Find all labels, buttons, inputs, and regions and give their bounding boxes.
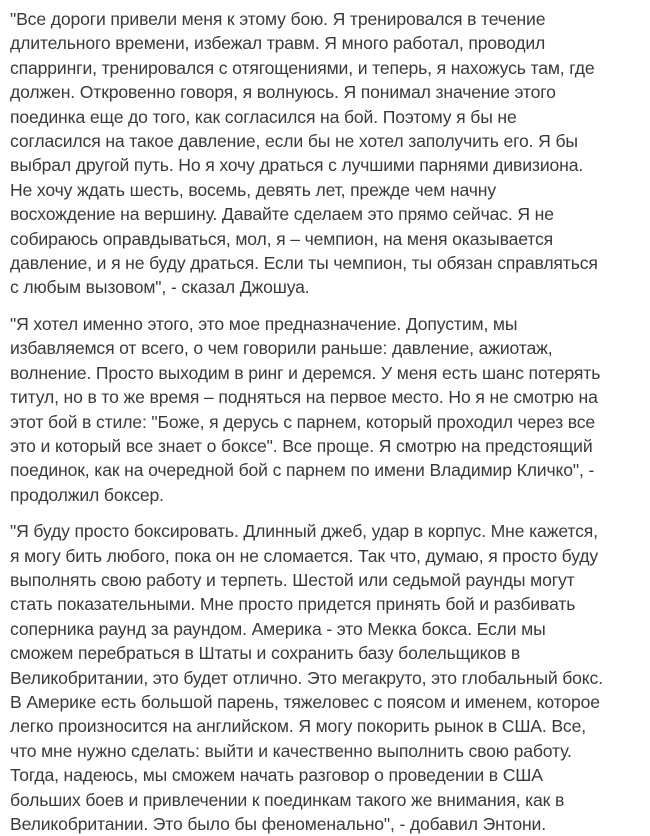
text-line: поединок, как на очередной бой с парнем по имени Владимир Кличко", - [10, 460, 595, 481]
text-line: согласился на такое давление, если бы не хотел заполучить его. Я бы [10, 131, 578, 152]
text-line: должен. Откровенно говоря, я волнуюсь. Я понимал значение этого [10, 82, 556, 103]
text-line: что мне нужно сделать: выйти и качественно выполнить свою работу. [10, 740, 572, 761]
text-line: этот бой в стиле: "Боже, я дерусь с парнем, который проходил через все [10, 411, 596, 432]
text-line: собираюсь оправдываться, мол, я – чемпион, на меня оказывается [10, 228, 554, 249]
text-line: это и который все знает о боксе". Все проще. Я смотрю на предстоящий [10, 435, 593, 456]
paragraph-joshua-quote [10, 7, 640, 300]
text-line: стать показательными. Мне просто придется принять бой и разбивать [10, 594, 576, 615]
text-line: сможем перебраться в Штаты и сохранить базу болельщиков в [10, 643, 521, 664]
text-line: Великобритании, это будет отлично. Это мегакруто, это глобальный бокс. [10, 667, 603, 688]
text-line: "Я хотел именно этого, это мое предназначение. Допустим, мы [10, 313, 518, 334]
text-line: В Америке есть большой парень, тяжеловес с поясом и именем, которое [10, 691, 600, 712]
text-line: Тогда, надеюсь, мы сможем начать разговор о проведении в США [10, 765, 543, 786]
text-line: спарринги, тренировался с отягощениями, и теперь, я нахожусь там, где [10, 57, 595, 78]
text-line: Не хочу ждать шесть, восемь, девять лет, прежде чем начну [10, 179, 496, 200]
text-line: волнение. Просто выходим в ринг и деремся. У меня есть шанс потерять [10, 362, 601, 383]
text-line: я могу бить любого, пока он не сломается. Так что, думаю, я просто буду [10, 545, 599, 566]
text-line: давление, и я не буду драться. Если ты чемпион, ты обязан справляться [10, 253, 598, 274]
text-line: длительного времени, избежал травм. Я много работал, проводил [10, 33, 546, 54]
text-line: "Все дороги привели меня к этому бою. Я тренировался в течение [10, 9, 546, 29]
text-line: восхождение на вершину. Давайте сделаем это прямо сейчас. Я не [10, 204, 554, 225]
text-line: продолжил боксер. [10, 484, 164, 505]
text-line: титул, но в то же время – подняться на первое место. Но я не смотрю на [10, 387, 598, 408]
text-line: избавляемся от всего, о чем говорили раньше: давление, ажиотаж, [10, 338, 553, 359]
text-line: Великобритании. Это было бы феноменально", - добавил Энтони. [10, 814, 546, 834]
paragraph-boxer-continued-quote [10, 312, 640, 507]
text-line: с любым вызовом", - сказал Джошуа. [10, 277, 310, 298]
text-line: легко произносится на английском. Я могу покорить рынок в США. Все, [10, 716, 586, 737]
paragraph-anthony-quote [10, 519, 640, 836]
text-line: поединка еще до того, как согласился на бой. Поэтому я бы не [10, 106, 517, 127]
text-line: соперника раунд за раундом. Америка - это Мекка бокса. Если мы [10, 618, 546, 639]
text-line: "Я буду просто боксировать. Длинный джеб, удар в корпус. Мне кажется, [10, 521, 598, 542]
text-line: больших боев и привлечении к поединкам такого же внимания, как в [10, 789, 565, 810]
text-line: выбрал другой путь. Но я хочу драться с лучшими парнями дивизиона. [10, 155, 584, 176]
text-line: выполнять свою работу и терпеть. Шестой или седьмой раунды могут [10, 569, 575, 590]
